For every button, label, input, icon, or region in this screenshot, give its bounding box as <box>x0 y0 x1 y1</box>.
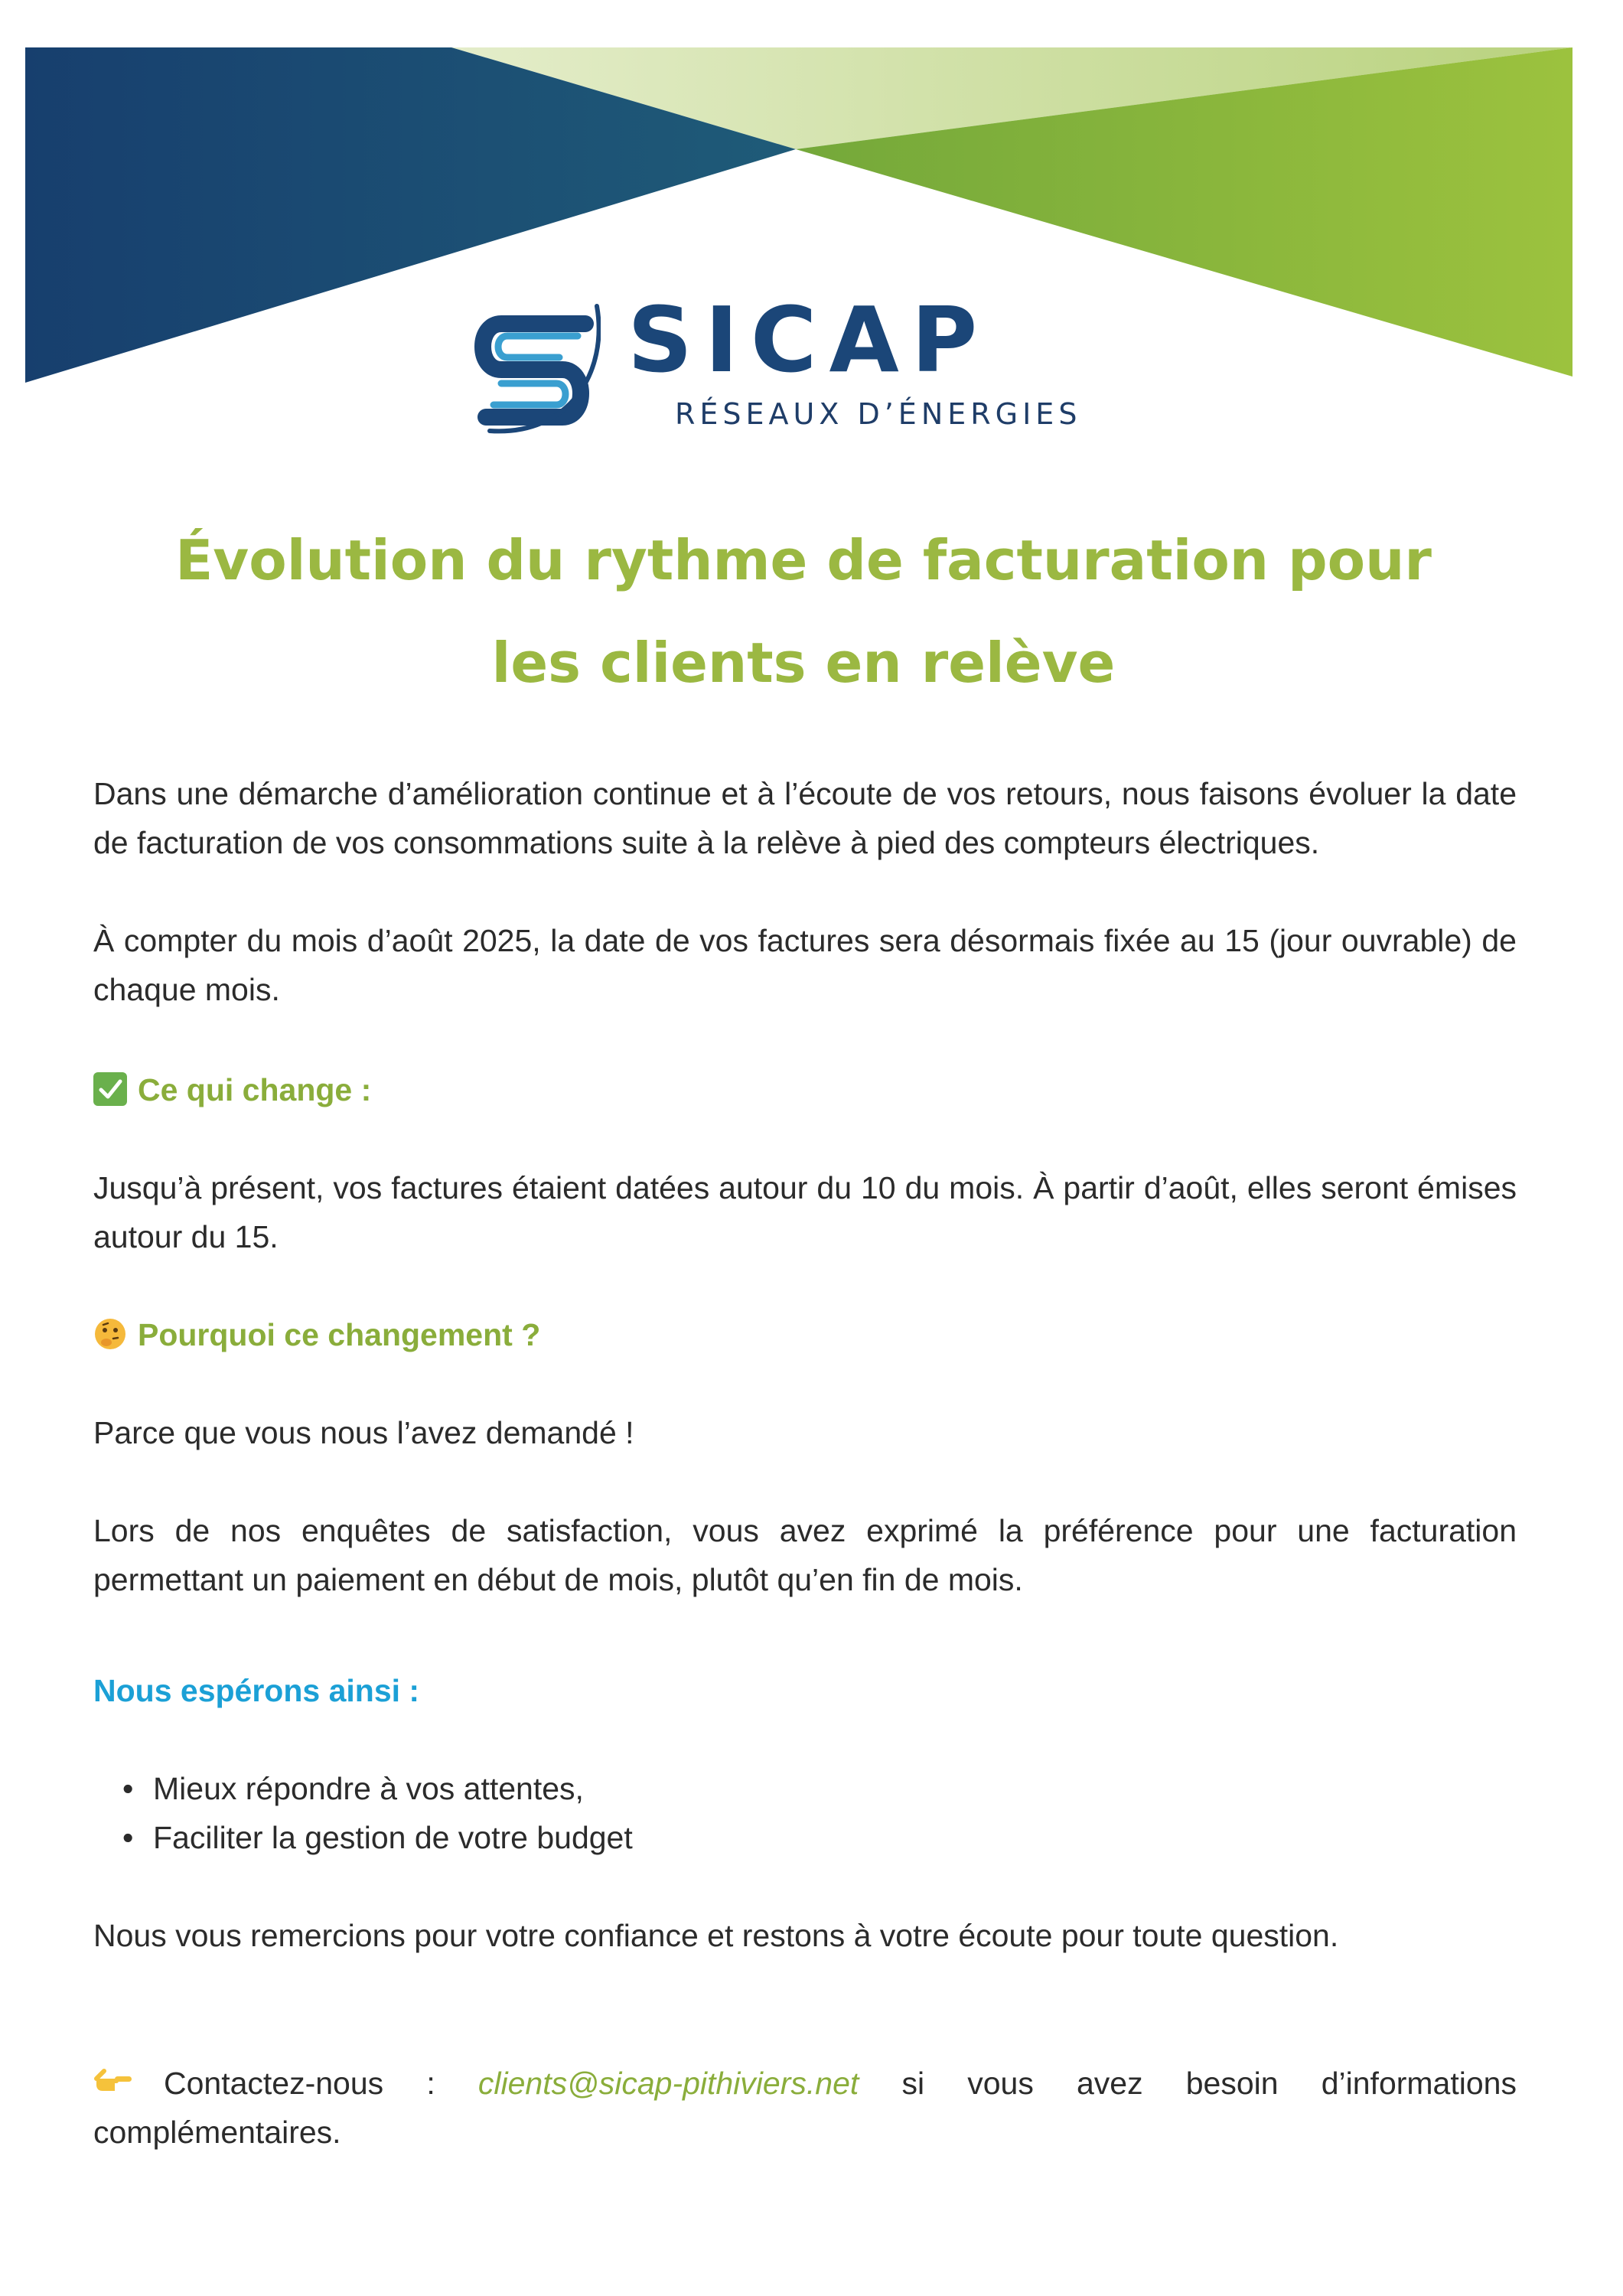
page-title <box>77 509 1530 714</box>
title-line-2: les clients en relève <box>491 631 1116 695</box>
hope-list <box>122 1764 633 1862</box>
why-heading-text: Pourquoi ce changement ? <box>138 1317 541 1352</box>
pointing-hand-icon <box>93 2068 133 2094</box>
change-heading <box>93 1065 371 1114</box>
intro-paragraph-1: Dans une démarche d’amélioration continue et à l’écoute de vos retours, nous faisons évoluer la date de facturation de vos consommations suite à la relève à pied des compteurs électriques. <box>93 776 1517 860</box>
why-heading <box>93 1310 540 1359</box>
why-text-1: Parce que vous nous l’avez demandé ! <box>93 1415 634 1450</box>
change-heading-text: Ce qui change : <box>138 1072 372 1107</box>
brand-tagline: RÉSEAUX D’ÉNERGIES <box>675 397 1082 431</box>
thanks-text: Nous vous remercions pour votre confiance et restons à votre écoute pour toute question. <box>93 1918 1339 1953</box>
contact-suffix-2: complémentaires. <box>93 2115 341 2150</box>
why-text-2: Lors de nos enquêtes de satisfaction, vous avez exprimé la préférence pour une facturation permettant un paiement en début de mois, plutôt qu’en fin de mois. <box>93 1513 1517 1597</box>
change-text: Jusqu’à présent, vos factures étaient datées autour du 10 du mois. À partir d’août, elles seront émises autour du 15. <box>93 1170 1517 1254</box>
sicap-logo-icon <box>471 302 601 436</box>
list-item: • Mieux répondre à vos attentes, <box>122 1764 633 1813</box>
brand-name: SICAP <box>627 287 990 393</box>
contact-label: Contactez-nous : <box>164 2066 435 2101</box>
contact-line <box>93 2059 1517 2108</box>
hope-heading: Nous espérons ainsi : <box>93 1673 420 1708</box>
contact-email-link[interactable]: clients@sicap-pithiviers.net <box>477 2066 859 2101</box>
thinking-face-icon <box>93 1317 127 1351</box>
check-icon <box>93 1072 127 1106</box>
contact-suffix-1: si vous avez besoin d’informations <box>901 2066 1517 2101</box>
title-line-1: Évolution du rythme de facturation pour <box>175 528 1432 592</box>
list-item: • Faciliter la gestion de votre budget <box>122 1813 633 1862</box>
intro-paragraph-2: À compter du mois d’août 2025, la date de vos factures sera désormais fixée au 15 (jour ouvrable) de chaque mois. <box>93 923 1517 1007</box>
